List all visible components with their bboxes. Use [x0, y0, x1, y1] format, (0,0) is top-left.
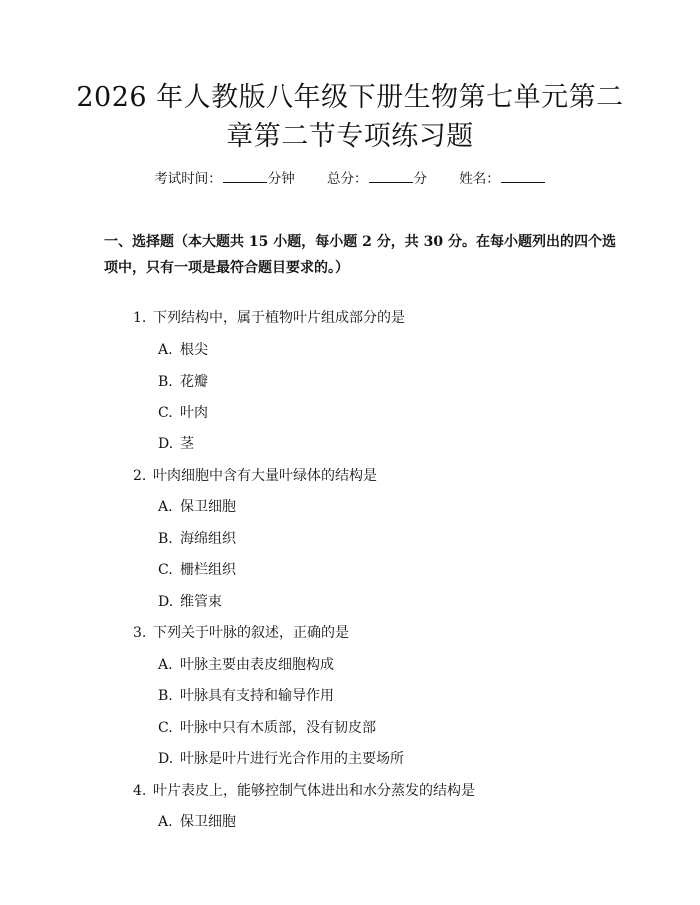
question-1-option-a[interactable] — [158, 340, 208, 360]
option-letter: A. — [158, 657, 173, 673]
student-name-label: 姓名： — [459, 171, 500, 187]
exam-info-row — [0, 167, 700, 187]
option-text: 保卫细胞 — [180, 499, 236, 515]
exam-time-field — [154, 167, 295, 187]
option-text: 叶脉主要由表皮细胞构成 — [180, 657, 334, 673]
question-number: 1. — [133, 310, 147, 326]
question-text: 下列结构中，属于植物叶片组成部分的是 — [153, 310, 405, 326]
question-3-option-c[interactable] — [158, 718, 376, 738]
option-letter: C. — [158, 405, 173, 421]
option-letter: D. — [158, 594, 174, 610]
total-score-label: 总分： — [327, 171, 368, 187]
option-text: 茎 — [180, 436, 194, 452]
question-2 — [133, 466, 377, 486]
question-1-option-d[interactable] — [158, 434, 194, 454]
option-letter: A. — [158, 342, 173, 358]
option-text: 叶脉中只有木质部，没有韧皮部 — [180, 720, 376, 736]
question-2-option-b[interactable] — [158, 529, 236, 549]
question-number: 3. — [133, 625, 147, 641]
option-text: 根尖 — [180, 342, 208, 358]
option-text: 栅栏组织 — [180, 562, 236, 578]
option-letter: A. — [158, 499, 173, 515]
question-number: 2. — [133, 468, 147, 484]
question-4-option-a[interactable] — [158, 812, 236, 832]
option-letter: A. — [158, 814, 173, 830]
student-name-blank[interactable] — [501, 170, 545, 183]
question-1-option-b[interactable] — [158, 372, 208, 392]
question-number: 4. — [133, 783, 147, 799]
option-letter: C. — [158, 562, 173, 578]
section-heading: 一、选择题（本大题共 15 小题，每小题 2 分，共 30 分。在每小题列出的四个选项中，只有一项是最符合题目要求的。） — [104, 234, 616, 276]
question-3-option-a[interactable] — [158, 655, 334, 675]
total-score-unit: 分 — [413, 171, 427, 187]
question-3-option-d[interactable] — [158, 749, 404, 769]
option-text: 保卫细胞 — [180, 814, 236, 830]
option-text: 叶脉具有支持和输导作用 — [180, 688, 334, 704]
student-name-field — [459, 167, 546, 187]
option-letter: D. — [158, 751, 174, 767]
question-4 — [133, 781, 475, 801]
option-letter: D. — [158, 436, 174, 452]
total-score-field — [327, 167, 427, 187]
page-title-line-1: 2026 年人教版八年级下册生物第七单元第二 — [76, 82, 624, 113]
option-letter: B. — [158, 531, 173, 547]
question-2-option-a[interactable] — [158, 497, 236, 517]
question-3-option-b[interactable] — [158, 686, 334, 706]
question-text: 下列关于叶脉的叙述，正确的是 — [153, 625, 349, 641]
option-text: 海绵组织 — [180, 531, 236, 547]
question-3 — [133, 623, 349, 643]
question-text: 叶片表皮上，能够控制气体进出和水分蒸发的结构是 — [153, 783, 475, 799]
question-2-option-d[interactable] — [158, 592, 222, 612]
option-text: 维管束 — [180, 594, 222, 610]
option-letter: B. — [158, 688, 173, 704]
page-title-line-2: 章第二节专项练习题 — [226, 121, 474, 152]
exam-time-blank[interactable] — [223, 170, 267, 183]
option-letter: C. — [158, 720, 173, 736]
total-score-blank[interactable] — [369, 170, 413, 183]
question-1 — [133, 308, 405, 328]
exam-time-unit: 分钟 — [267, 171, 295, 187]
option-text: 叶脉是叶片进行光合作用的主要场所 — [180, 751, 404, 767]
exam-time-label: 考试时间： — [154, 171, 222, 187]
option-text: 花瓣 — [180, 374, 208, 390]
question-2-option-c[interactable] — [158, 560, 236, 580]
question-text: 叶肉细胞中含有大量叶绿体的结构是 — [153, 468, 377, 484]
question-1-option-c[interactable] — [158, 403, 208, 423]
option-text: 叶肉 — [180, 405, 208, 421]
option-letter: B. — [158, 374, 173, 390]
